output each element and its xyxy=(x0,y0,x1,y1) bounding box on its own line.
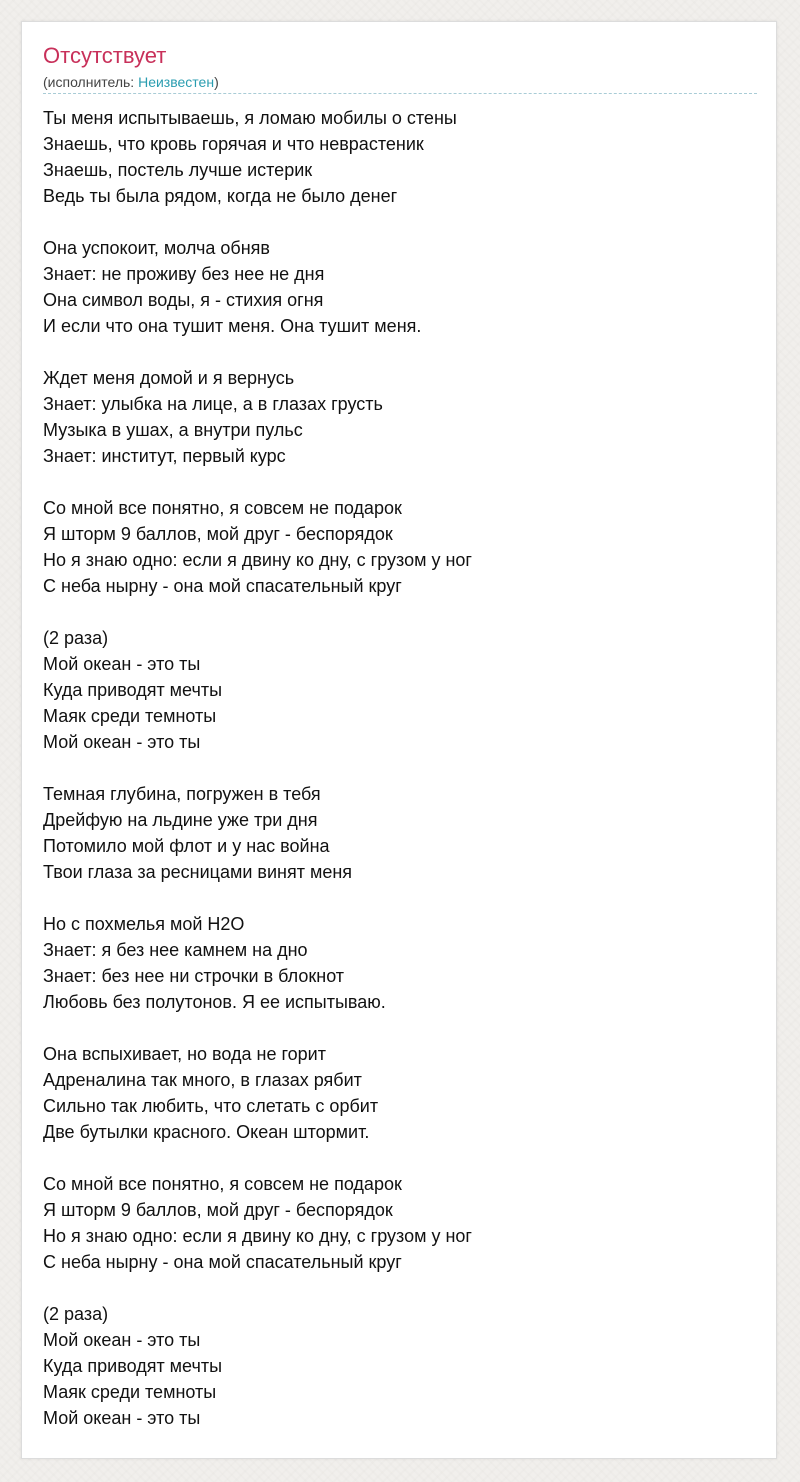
lyric-line: И если что она тушит меня. Она тушит меня. xyxy=(43,316,422,336)
lyric-line: Но я знаю одно: если я двину ко дну, с грузом у ног xyxy=(43,1226,472,1246)
lyric-line: Знает: институт, первый курс xyxy=(43,446,286,466)
lyric-line: Мой океан - это ты xyxy=(43,732,201,752)
lyric-line: Но с похмелья мой H2O xyxy=(43,914,245,934)
lyric-line: Потомило мой флот и у нас война xyxy=(43,836,330,856)
lyric-line: Со мной все понятно, я совсем не подарок xyxy=(43,1174,402,1194)
lyric-line: Я шторм 9 баллов, мой друг - беспорядок xyxy=(43,1200,393,1220)
lyric-line: Мой океан - это ты xyxy=(43,1408,201,1428)
lyric-line: Знает: без нее ни строчки в блокнот xyxy=(43,966,345,986)
lyric-line: Знает: не проживу без нее не дня xyxy=(43,264,325,284)
lyrics-text xyxy=(43,105,472,1431)
lyric-line: Я шторм 9 баллов, мой друг - беспорядок xyxy=(43,524,393,544)
lyric-line: Куда приводят мечты xyxy=(43,1356,223,1376)
lyric-line: Две бутылки красного. Океан штормит. xyxy=(43,1122,370,1142)
lyric-line: Твои глаза за ресницами винят меня xyxy=(43,862,353,882)
song-title: Отсутствует xyxy=(43,43,167,68)
lyric-line: Сильно так любить, что слетать с орбит xyxy=(43,1096,379,1116)
lyric-line: Знаешь, что кровь горячая и что неврастеник xyxy=(43,134,424,154)
stanza-break xyxy=(43,755,472,781)
stanza-break xyxy=(43,339,472,365)
lyric-line: Ты меня испытываешь, я ломаю мобилы о стены xyxy=(43,108,457,128)
lyric-line: Знает: улыбка на лице, а в глазах грусть xyxy=(43,394,383,414)
lyric-line: Но я знаю одно: если я двину ко дну, с грузом у ног xyxy=(43,550,472,570)
lyric-line: Маяк среди темноты xyxy=(43,706,217,726)
lyric-line: Ждет меня домой и я вернусь xyxy=(43,368,295,388)
lyric-line: (2 раза) xyxy=(43,1304,109,1324)
lyric-line: Мой океан - это ты xyxy=(43,654,201,674)
artist-prefix: (исполнитель: xyxy=(43,74,139,90)
lyric-line: Она успокоит, молча обняв xyxy=(43,238,270,258)
lyric-line: Маяк среди темноты xyxy=(43,1382,217,1402)
lyric-line: Музыка в ушах, а внутри пульс xyxy=(43,420,303,440)
artist-line xyxy=(43,73,219,91)
artist-name-link[interactable]: Неизвестен xyxy=(138,74,215,90)
stanza-break xyxy=(43,885,472,911)
lyric-line: (2 раза) xyxy=(43,628,109,648)
artist-suffix: ) xyxy=(214,74,219,90)
lyric-line: Дрейфую на льдине уже три дня xyxy=(43,810,318,830)
lyric-line: Темная глубина, погружен в тебя xyxy=(43,784,321,804)
stanza-break xyxy=(43,469,472,495)
stanza-break xyxy=(43,1275,472,1301)
lyric-line: Мой океан - это ты xyxy=(43,1330,201,1350)
lyric-line: С неба нырну - она мой спасательный круг xyxy=(43,576,402,596)
lyric-line: Со мной все понятно, я совсем не подарок xyxy=(43,498,402,518)
lyric-line: Ведь ты была рядом, когда не было денег xyxy=(43,186,398,206)
lyric-line: Любовь без полутонов. Я ее испытываю. xyxy=(43,992,386,1012)
lyric-line: Знаешь, постель лучше истерик xyxy=(43,160,313,180)
lyric-line: С неба нырну - она мой спасательный круг xyxy=(43,1252,402,1272)
stanza-break xyxy=(43,209,472,235)
stanza-break xyxy=(43,1015,472,1041)
lyric-line: Она символ воды, я - стихия огня xyxy=(43,290,324,310)
lyric-line: Она вспыхивает, но вода не горит xyxy=(43,1044,326,1064)
lyrics-card xyxy=(21,21,777,1459)
stanza-break xyxy=(43,599,472,625)
lyric-line: Адреналина так много, в глазах рябит xyxy=(43,1070,362,1090)
lyric-line: Куда приводят мечты xyxy=(43,680,223,700)
title-divider xyxy=(43,93,757,94)
stanza-break xyxy=(43,1145,472,1171)
lyric-line: Знает: я без нее камнем на дно xyxy=(43,940,308,960)
